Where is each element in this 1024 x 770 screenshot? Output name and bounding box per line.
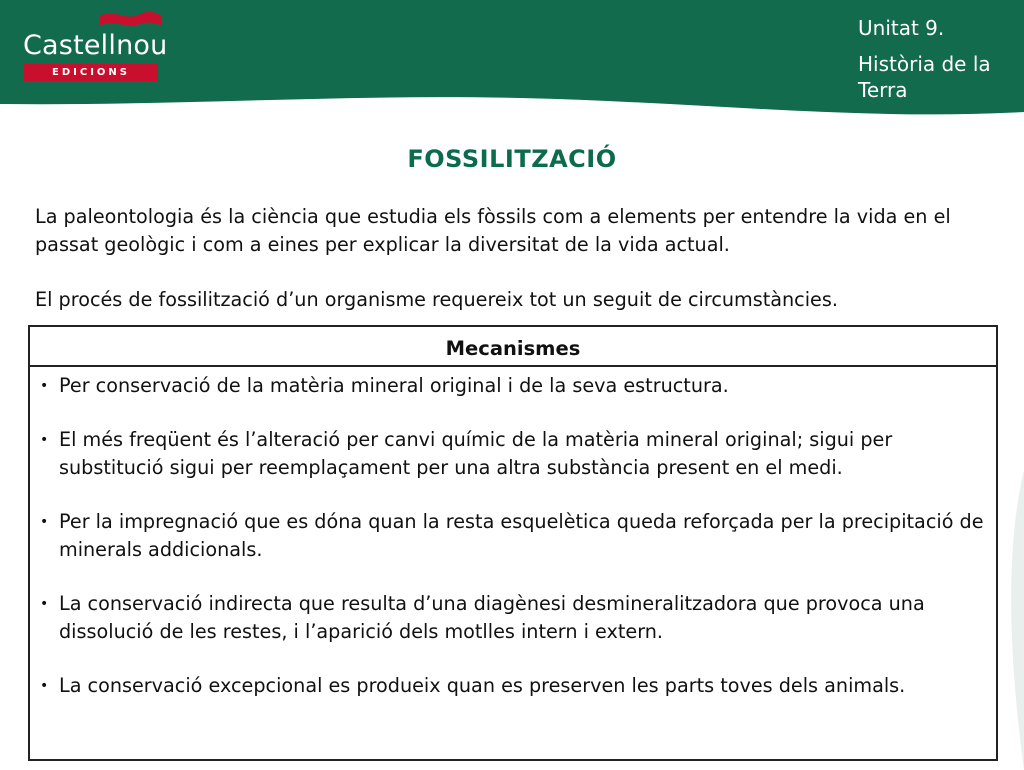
intro-paragraph: La paleontologia és la ciència que estudia els fòssils com a elements per entendre la vida en el passat geològic i com a eines per explicar la diversitat de la vida actual. — [35, 205, 951, 256]
unit-title: Història de la Terra — [858, 52, 991, 102]
list-item — [40, 590, 984, 646]
publisher-logo — [18, 8, 168, 80]
bullet-icon: • — [40, 432, 49, 448]
logo-subtext: EDICIONS — [24, 64, 158, 81]
list-item — [40, 426, 984, 482]
page-title: FOSSILITZACIÓ — [407, 145, 617, 173]
flag-icon — [96, 8, 166, 32]
process-paragraph: El procés de fossilització d’un organisme requereix tot un seguit de circumstàncies. — [35, 288, 838, 311]
bullet-icon: • — [40, 678, 49, 694]
unit-info — [858, 15, 1018, 103]
mechanisms-table — [28, 325, 998, 761]
list-item-text: Per la impregnació que es dóna quan la resta esquelètica queda reforçada per la precipitació de minerals addicionals. — [59, 510, 984, 561]
table-header: Mecanismes — [30, 327, 996, 367]
list-item — [40, 372, 984, 400]
unit-label: Unitat 9. — [858, 16, 945, 40]
bullet-icon: • — [40, 514, 49, 530]
header-band — [0, 0, 1024, 125]
mechanisms-list — [30, 367, 996, 700]
list-item-text: La conservació indirecta que resulta d’una diagènesi desmineralitzadora que provoca una dissolució de les restes, i l’aparició dels motlles intern i extern. — [59, 592, 925, 643]
list-item-text: El més freqüent és l’alteració per canvi químic de la matèria mineral original; sigui per substitució sigui per reemplaçament per una altra substància present en el medi. — [59, 428, 893, 479]
bullet-icon: • — [40, 378, 49, 394]
list-item — [40, 672, 984, 700]
bullet-icon: • — [40, 596, 49, 612]
list-item-text: La conservació excepcional es produeix quan es preserven les parts toves dels animals. — [59, 674, 906, 697]
list-item — [40, 508, 984, 564]
list-item-text: Per conservació de la matèria mineral original i de la seva estructura. — [59, 374, 729, 397]
logo-text: Castellnou — [23, 30, 168, 61]
